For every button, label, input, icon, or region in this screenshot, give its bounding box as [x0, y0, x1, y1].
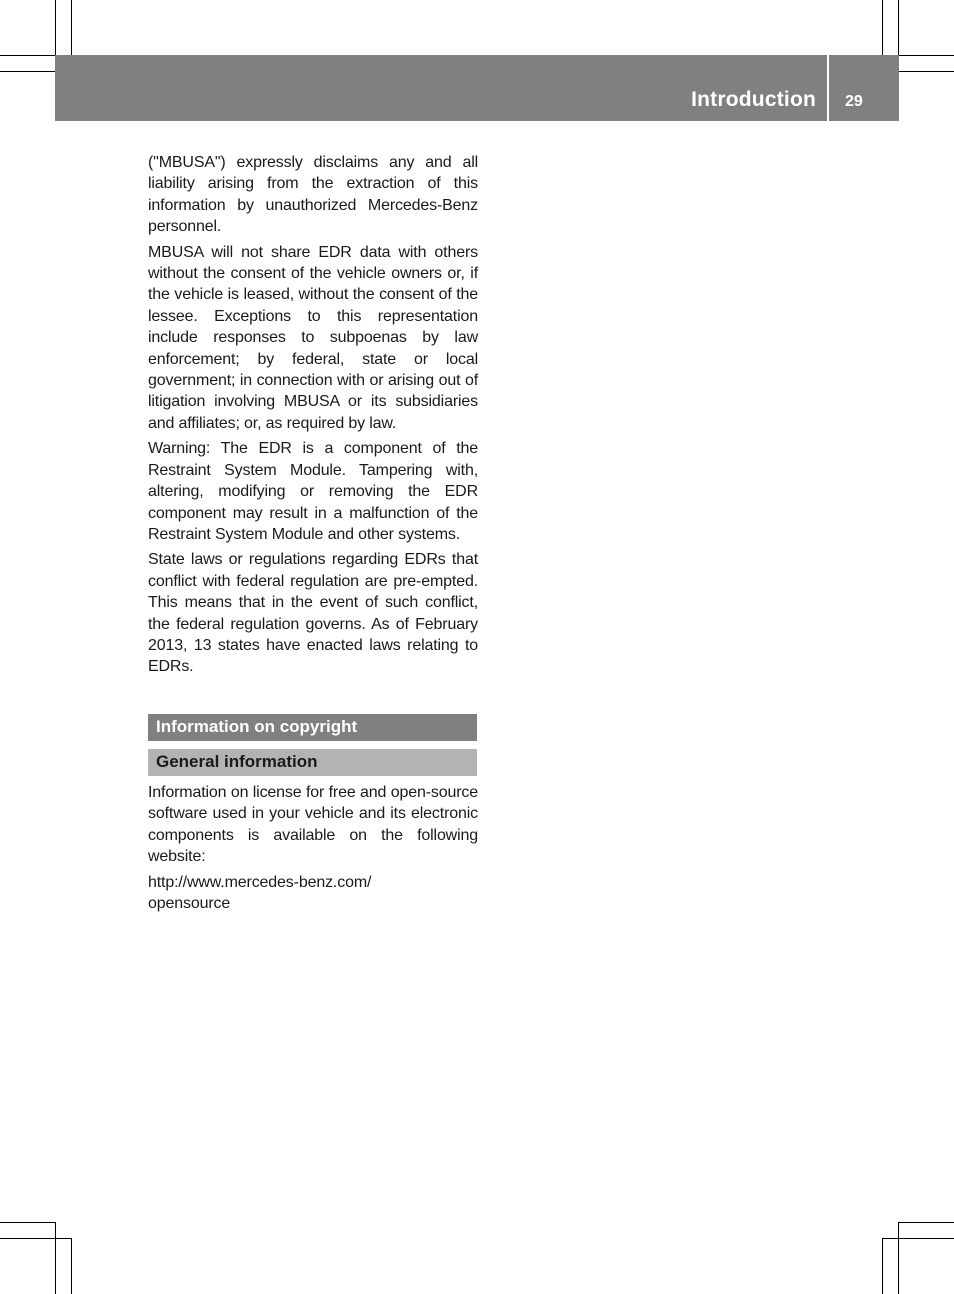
crop-mark: [898, 0, 899, 55]
body-column: [148, 152, 478, 682]
crop-mark: [882, 1238, 954, 1239]
crop-mark: [0, 1222, 55, 1223]
paragraph: ("MBUSA") expressly disclaims any and all liability arising from the extraction of this information by unauthorized Mercedes-Benz personnel.: [148, 154, 478, 236]
crop-mark: [899, 1222, 954, 1223]
website-url: [148, 872, 478, 915]
paragraph: MBUSA will not share EDR data with others without the consent of the vehicle owners or, if the vehicle is leased, without the consent of the lessee. Exceptions to this representation include responses to subpoenas by law enforcement; by federal, state or local government; in connection with or arising out of litigation involving MBUSA or its subsidiaries and affiliates; or, as required by law.: [148, 243, 478, 432]
url-line-1: http://www.mercedes-benz.com/: [148, 873, 372, 891]
crop-mark: [899, 71, 954, 72]
crop-mark: [899, 55, 954, 56]
copyright-heading: Information on copyright: [148, 714, 477, 741]
crop-mark: [898, 1222, 899, 1294]
url-line-2: opensource: [148, 895, 231, 913]
crop-mark: [882, 0, 883, 55]
copyright-column: [148, 782, 478, 918]
crop-mark: [0, 71, 55, 72]
paragraph: State laws or regulations regarding EDRs that conflict with federal regulation are pre-empted. This means that in the event of such conflict, the federal regulation governs. As of February 2013, 13 states have enacted laws relating to EDRs.: [148, 551, 478, 676]
paragraph: Warning: The EDR is a component of the Restraint System Module. Tampering with, altering, modifying or removing the EDR component may result in a malfunction of the Restraint System Module and other systems.: [148, 440, 478, 543]
crop-mark: [71, 0, 72, 55]
crop-mark: [0, 55, 55, 56]
general-information-subheading: General information: [148, 749, 477, 776]
copyright-paragraph: Information on license for free and open-source software used in your vehicle and its electronic components is available on the following website:: [148, 784, 478, 866]
page-number: 29: [845, 93, 863, 110]
crop-mark: [882, 1238, 883, 1294]
section-title: Introduction: [691, 88, 816, 111]
crop-mark: [55, 0, 56, 55]
header-divider: [827, 55, 829, 121]
crop-mark: [0, 1238, 71, 1239]
crop-mark: [71, 1238, 72, 1294]
crop-mark: [55, 1222, 56, 1294]
